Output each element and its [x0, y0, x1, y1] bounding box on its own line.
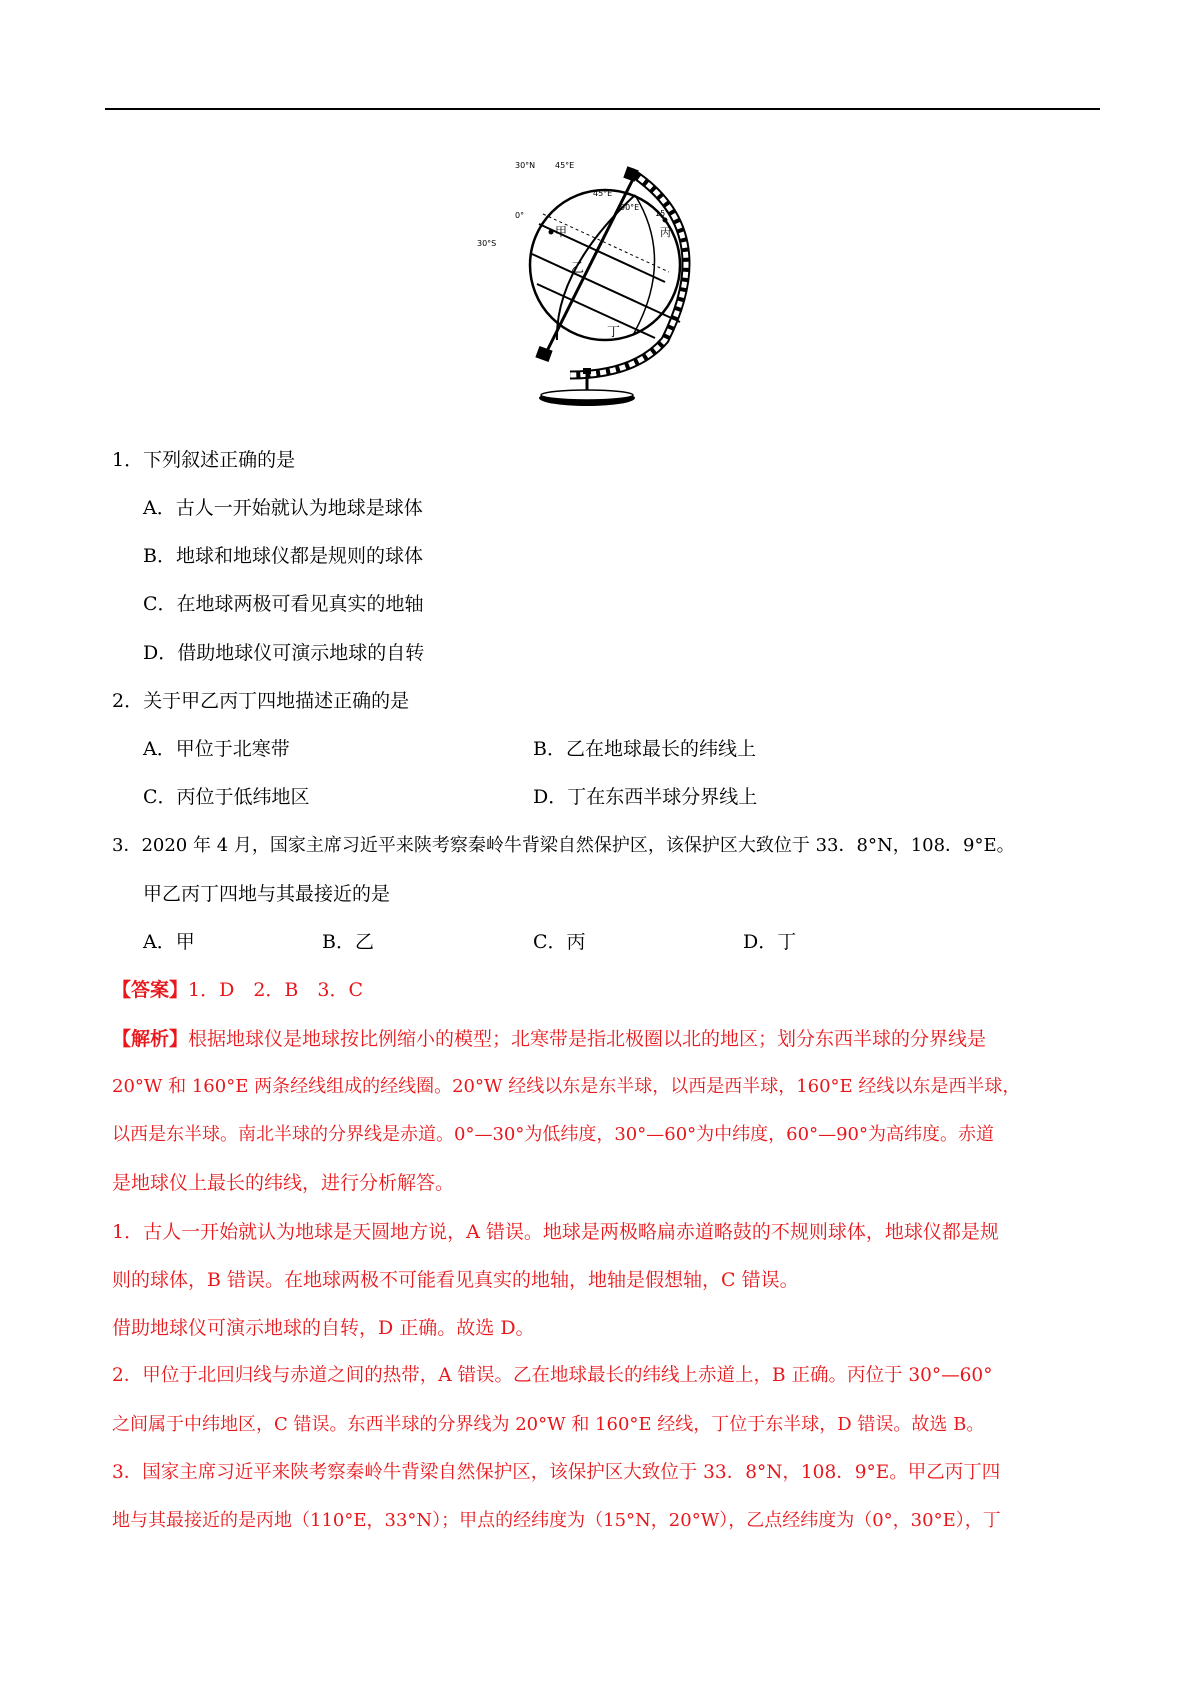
- q3-option-d: D．丁: [743, 931, 797, 953]
- answer-line: [112, 978, 363, 1002]
- q1-option-b: B．地球和地球仪都是规则的球体: [143, 545, 423, 567]
- q3-option-c: C．丙: [533, 931, 586, 953]
- q3-stem-line2: 甲乙丙丁四地与其最接近的是: [143, 883, 391, 905]
- label-eq: 0°: [515, 211, 525, 220]
- label-90e: 90°E: [620, 203, 640, 212]
- analysis-tag: 【解析】: [112, 1028, 189, 1050]
- analysis-p3-line2: 地与其最接近的是丙地（110°E，33°N）；甲点的经纬度为（15°N，20°W），乙点经纬度为（0°，30°E），丁: [112, 1510, 1001, 1531]
- analysis-p2-line1: 2．甲位于北回归线与赤道之间的热带，A 错误。乙在地球最长的纬线上赤道上，B 正确。丙位于 30°—60°: [112, 1365, 993, 1386]
- q2-option-c: C．丙位于低纬地区: [143, 786, 310, 808]
- label-45e: 45°E: [593, 189, 613, 198]
- analysis-line1: [112, 1027, 986, 1051]
- analysis-p1-line3: 借助地球仪可演示地球的自转，D 正确。故选 D。: [112, 1317, 535, 1339]
- q2-stem: 2．关于甲乙丙丁四地描述正确的是: [112, 690, 410, 712]
- q3-option-a: A．甲: [143, 931, 195, 953]
- answer-text: 1．D 2．B 3．C: [188, 979, 364, 1001]
- q1-option-c: C．在地球两极可看见真实的地轴: [143, 593, 424, 615]
- analysis-p1-line2: 则的球体，B 错误。在地球两极不可能看见真实的地轴，地轴是假想轴，C 错误。: [112, 1269, 799, 1291]
- q1-option-d: D．借助地球仪可演示地球的自转: [143, 642, 425, 664]
- label-jia: 甲: [555, 225, 568, 239]
- analysis-line2: 20°W 和 160°E 两条经线组成的经线圈。20°W 经线以东是东半球，以西是西半球，160°E 经线以东是西半球，: [112, 1076, 1021, 1097]
- label-yi: 乙: [571, 261, 585, 276]
- analysis-p3-line1: 3．国家主席习近平来陕考察秦岭牛背梁自然保护区，该保护区大致位于 33．8°N，108．9°E。甲乙丙丁四: [112, 1462, 1001, 1483]
- label-ding: 丁: [607, 325, 621, 340]
- label-45e-top: 45°E: [555, 161, 575, 170]
- q2-option-a: A．甲位于北寒带: [143, 738, 290, 760]
- label-30n: 30°N: [515, 161, 536, 170]
- analysis-line3: 以西是东半球。南北半球的分界线是赤道。0°—30°为低纬度，30°—60°为中纬度，60°—90°为高纬度。赤道: [112, 1124, 994, 1145]
- answer-tag: 【答案】: [112, 979, 189, 1001]
- q2-option-b: B．乙在地球最长的纬线上: [533, 738, 756, 760]
- label-30s: 30°S: [477, 239, 497, 248]
- point-jia: [549, 230, 554, 235]
- header-rule: [105, 108, 1100, 110]
- analysis-text1: 根据地球仪是地球按比例缩小的模型；北寒带是指北极圈以北的地区；划分东西半球的分界线是: [188, 1028, 987, 1050]
- globe-figure: [477, 160, 705, 420]
- q1-stem: 1．下列叙述正确的是: [112, 449, 296, 471]
- analysis-p1-line1: 1．古人一开始就认为地球是天圆地方说，A 错误。地球是两极略扁赤道略鼓的不规则球体，地球仪都是规: [112, 1221, 999, 1243]
- label-bing: 丙: [660, 226, 671, 239]
- q1-option-a: A．古人一开始就认为地球是球体: [143, 497, 423, 519]
- analysis-p2-line2: 之间属于中纬地区，C 错误。东西半球的分界线为 20°W 和 160°E 经线，丁位于东半球，D 错误。故选 B。: [112, 1414, 985, 1435]
- label-15: 15°: [655, 209, 670, 218]
- q3-option-b: B．乙: [322, 931, 374, 953]
- analysis-line4: 是地球仪上最长的纬线，进行分析解答。: [112, 1172, 455, 1194]
- point-bing: [663, 218, 668, 223]
- q2-option-d: D．丁在东西半球分界线上: [533, 786, 758, 808]
- q3-stem-line1: 3．2020 年 4 月，国家主席习近平来陕考察秦岭牛背梁自然保护区，该保护区大致位于 33．8°N，108．9°E。: [112, 835, 1015, 856]
